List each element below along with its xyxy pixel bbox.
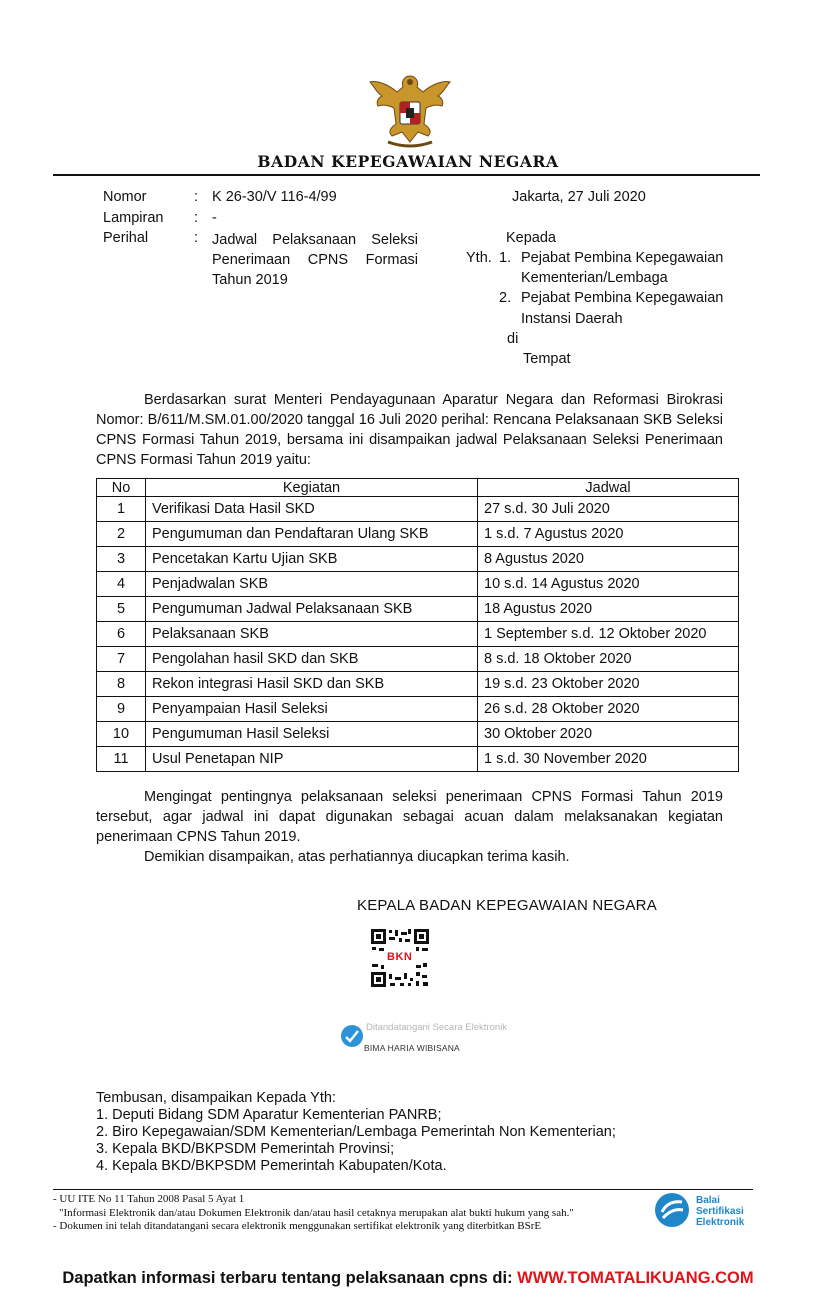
cell-no: 3 (97, 547, 146, 572)
recipient-1-line1: Pejabat Pembina Kepegawaian (521, 250, 724, 266)
promo-link[interactable]: WWW.TOMATALIKUANG.COM (517, 1269, 754, 1287)
cell-kegiatan: Pelaksanaan SKB (146, 622, 478, 647)
recipient-2-line1: Pejabat Pembina Kepegawaian (521, 290, 724, 306)
cell-jadwal: 8 s.d. 18 Oktober 2020 (478, 647, 739, 672)
table-row (97, 547, 739, 572)
table-row (97, 747, 739, 772)
table-row (97, 597, 739, 622)
cell-jadwal: 27 s.d. 30 Juli 2020 (478, 497, 739, 522)
column-header-jadwal: Jadwal (478, 479, 739, 497)
table-row (97, 697, 739, 722)
footer-notes (53, 1193, 574, 1234)
nomor-value: K 26-30/V 116-4/99 (212, 189, 337, 205)
footer-divider (53, 1189, 753, 1190)
cell-jadwal: 10 s.d. 14 Agustus 2020 (478, 572, 739, 597)
tempat-label: Tempat (523, 351, 571, 367)
recipient-2-number: 2. (499, 290, 512, 306)
cell-jadwal: 8 Agustus 2020 (478, 547, 739, 572)
cell-jadwal: 26 s.d. 28 Oktober 2020 (478, 697, 739, 722)
nomor-label: Nomor (103, 189, 147, 205)
footer-note-quote: "Informasi Elektronik dan/atau Dokumen Elektronik dan/atau hasil cetaknya merupakan alat bukti hukum yang sah." (59, 1206, 574, 1219)
table-row (97, 672, 739, 697)
footer-note-uu-ite: - UU ITE No 11 Tahun 2008 Pasal 5 Ayat 1 (53, 1193, 245, 1205)
agency-title: BADAN KEPEGAWAIAN NEGARA (257, 152, 559, 171)
cell-jadwal: 1 s.d. 30 November 2020 (478, 747, 739, 772)
cell-jadwal: 30 Oktober 2020 (478, 722, 739, 747)
signer-name: BIMA HARIA WIBISANA (364, 1043, 460, 1053)
kepada-label: Kepada (506, 230, 556, 246)
list-item: 4. Kepala BKD/BKPSDM Pemerintah Kabupaten/Kota. (96, 1158, 447, 1174)
yth-label: Yth. (466, 250, 492, 266)
cell-no: 9 (97, 697, 146, 722)
table-row (97, 622, 739, 647)
body-paragraph: Mengingat pentingnya pelaksanaan seleksi penerimaan CPNS Formasi Tahun 2019 tersebut, agar jadwal ini dapat digunakan sebagai acuan dalam melaksanakan kegiatan penerimaan CPNS Tahun 2019. (96, 789, 723, 845)
garuda-emblem-icon (366, 66, 454, 152)
recipient-1-line2: Kementerian/Lembaga (521, 270, 668, 286)
cc-intro: Tembusan, disampaikan Kepada Yth: (96, 1090, 336, 1106)
perihal-value (212, 230, 418, 290)
table-row (97, 522, 739, 547)
list-item: 1. Deputi Bidang SDM Aparatur Kementerian PANRB; (96, 1107, 442, 1123)
cell-jadwal: 1 September s.d. 12 Oktober 2020 (478, 622, 739, 647)
table-row (97, 647, 739, 672)
nomor-colon: : (194, 189, 199, 205)
list-item: 3. Kepala BKD/BKPSDM Pemerintah Provinsi; (96, 1141, 395, 1157)
perihal-label: Perihal (103, 230, 149, 246)
esign-badge-icon (340, 1024, 364, 1048)
lampiran-label: Lampiran (103, 210, 164, 226)
cell-no: 5 (97, 597, 146, 622)
cell-jadwal: 18 Agustus 2020 (478, 597, 739, 622)
lampiran-colon: : (194, 210, 199, 226)
bsre-line: Sertifikasi (696, 1206, 744, 1217)
cell-no: 8 (97, 672, 146, 697)
cell-no: 7 (97, 647, 146, 672)
schedule-table (96, 478, 739, 772)
closing-sentence: Demikian disampaikan, atas perhatiannya diucapkan terima kasih. (144, 849, 570, 865)
cell-jadwal: 1 s.d. 7 Agustus 2020 (478, 522, 739, 547)
bsre-logo-icon (654, 1192, 690, 1228)
table-header-row (97, 479, 739, 497)
perihal-colon: : (194, 230, 199, 246)
cell-kegiatan: Penyampaian Hasil Seleksi (146, 697, 478, 722)
cell-kegiatan: Pengolahan hasil SKD dan SKB (146, 647, 478, 672)
table-row (97, 497, 739, 522)
cell-kegiatan: Pengumuman dan Pendaftaran Ulang SKB (146, 522, 478, 547)
bsre-line: Elektronik (696, 1217, 745, 1228)
cell-jadwal: 19 s.d. 23 Oktober 2020 (478, 672, 739, 697)
cell-no: 2 (97, 522, 146, 547)
table-row (97, 572, 739, 597)
cell-no: 11 (97, 747, 146, 772)
column-header-kegiatan: Kegiatan (146, 479, 478, 497)
promo-text: Dapatkan informasi terbaru tentang pelaksanaan cpns di: (62, 1269, 518, 1287)
di-label: di (507, 331, 519, 347)
perihal-line: Penerimaan CPNS Formasi (212, 252, 418, 268)
place-date: Jakarta, 27 Juli 2020 (512, 189, 646, 205)
cc-block (96, 1090, 616, 1175)
qr-center-label: BKN (387, 951, 413, 963)
table-row (97, 722, 739, 747)
recipient-1-number: 1. (499, 250, 512, 266)
cell-kegiatan: Usul Penetapan NIP (146, 747, 478, 772)
cc-list (96, 1107, 616, 1175)
column-header-no: No (97, 479, 146, 497)
bsre-wordmark (696, 1195, 744, 1228)
promo-banner (0, 1269, 816, 1288)
cell-no: 6 (97, 622, 146, 647)
recipient-2-line2: Instansi Daerah (521, 311, 623, 327)
perihal-line: Tahun 2019 (212, 272, 288, 288)
cell-no: 4 (97, 572, 146, 597)
bsre-line: Balai (696, 1195, 720, 1206)
cell-kegiatan: Pengumuman Hasil Seleksi (146, 722, 478, 747)
signer-title: KEPALA BADAN KEPEGAWAIAN NEGARA (357, 897, 657, 914)
body-closing-block (96, 787, 723, 867)
esign-note: Ditandatangani Secara Elektronik (366, 1022, 508, 1033)
cell-kegiatan: Rekon integrasi Hasil SKD dan SKB (146, 672, 478, 697)
cell-kegiatan: Pencetakan Kartu Ujian SKB (146, 547, 478, 572)
perihal-line: Jadwal Pelaksanaan Seleksi (212, 232, 418, 248)
cell-no: 10 (97, 722, 146, 747)
cell-kegiatan: Verifikasi Data Hasil SKD (146, 497, 478, 522)
footer-note-bsre: - Dokumen ini telah ditandatangani secara elektronik menggunakan sertifikat elektronik yang diterbitkan BSrE (53, 1220, 542, 1232)
list-item: 2. Biro Kepegawaian/SDM Kementerian/Lembaga Pemerintah Non Kementerian; (96, 1124, 616, 1140)
lampiran-value: - (212, 210, 217, 226)
cell-no: 1 (97, 497, 146, 522)
cell-kegiatan: Penjadwalan SKB (146, 572, 478, 597)
cell-kegiatan: Pengumuman Jadwal Pelaksanaan SKB (146, 597, 478, 622)
body-paragraph: Berdasarkan surat Menteri Pendayagunaan Aparatur Negara dan Reformasi Birokrasi Nomor: B/611/M.SM.01.00/2020 tanggal 16 Juli 2020 perihal: Rencana Pelaksanaan SKB Seleksi CPNS Formasi Tahun 2019, bersama ini disampaikan jadwal Pelaksanaan Seleksi Penerimaan CPNS Formasi Tahun 2019 yaitu: (96, 392, 723, 468)
header-divider (53, 174, 760, 176)
